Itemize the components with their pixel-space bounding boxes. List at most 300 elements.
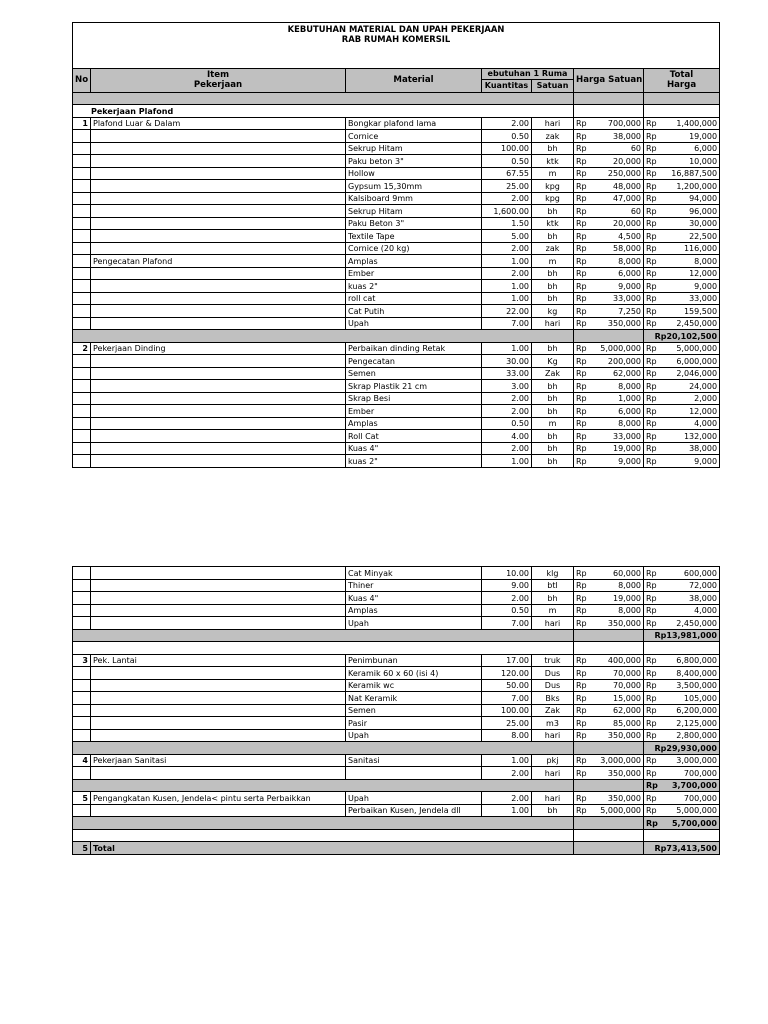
rab-table-bottom <box>72 566 720 855</box>
section-heading-row <box>73 105 720 118</box>
cell-no <box>73 217 91 230</box>
table-row <box>73 392 720 405</box>
cell-unit: Dus <box>532 679 574 692</box>
cell-qty: 1.00 <box>482 455 532 468</box>
table-row <box>73 654 720 667</box>
col-satuan-header: Satuan <box>532 80 574 93</box>
cell-item <box>91 292 346 305</box>
cell-price: Rp 38,000 <box>574 130 644 143</box>
cell-item <box>91 192 346 205</box>
table-row <box>73 417 720 430</box>
cell-item <box>91 679 346 692</box>
cell-unit: m <box>532 604 574 617</box>
cell-material: Textile Tape <box>346 230 482 243</box>
cell-qty: 2.00 <box>482 442 532 455</box>
table-row <box>73 255 720 268</box>
cell-item <box>91 667 346 680</box>
doc-subtitle: RAB RUMAH KOMERSIL <box>341 34 451 44</box>
cell-no <box>73 317 91 330</box>
cell-unit: m <box>532 255 574 268</box>
cell-material: Sanitasi <box>346 754 482 767</box>
cell-no <box>73 567 91 580</box>
table-row <box>73 692 720 705</box>
table-row <box>73 430 720 443</box>
cell-no: 3 <box>73 654 91 667</box>
cell-unit: bh <box>532 455 574 468</box>
cell-material: Paku Beton 3" <box>346 217 482 230</box>
cell-unit: bh <box>532 230 574 243</box>
table-row <box>73 242 720 255</box>
cell-price: Rp 33,000 <box>574 292 644 305</box>
cell-total: Rp 19,000 <box>644 130 720 143</box>
cell-item <box>91 767 346 780</box>
cell-item <box>91 729 346 742</box>
cell-total: Rp 3,500,000 <box>644 679 720 692</box>
cell-material: Kuas 4" <box>346 592 482 605</box>
table-row <box>73 617 720 630</box>
cell-material: Skrap Plastik 21 cm <box>346 380 482 393</box>
cell-no <box>73 417 91 430</box>
cell-price: Rp 3,000,000 <box>574 754 644 767</box>
cell-no <box>73 430 91 443</box>
cell-material: Amplas <box>346 604 482 617</box>
cell-price: Rp 48,000 <box>574 180 644 193</box>
cell-qty: 0.50 <box>482 417 532 430</box>
cell-no: 1 <box>73 117 91 130</box>
cell-qty: 1.00 <box>482 804 532 817</box>
cell-price: Rp 7,250 <box>574 305 644 318</box>
cell-total: Rp 4,000 <box>644 604 720 617</box>
cell-item <box>91 455 346 468</box>
cell-material: Paku beton 3" <box>346 155 482 168</box>
cell-qty: 1.00 <box>482 280 532 293</box>
cell-price: Rp 60 <box>574 205 644 218</box>
cell-item <box>91 167 346 180</box>
cell-total: Rp 12,000 <box>644 267 720 280</box>
cell-item <box>91 392 346 405</box>
table-row <box>73 704 720 717</box>
cell-total: Rp 116,000 <box>644 242 720 255</box>
cell-unit: hari <box>532 317 574 330</box>
section3-body <box>73 654 720 742</box>
table-row <box>73 142 720 155</box>
section4-subtotal: Rp 3,700,000 <box>644 779 720 792</box>
cell-item <box>91 230 346 243</box>
cell-total: Rp 3,000,000 <box>644 754 720 767</box>
cell-no <box>73 305 91 318</box>
cell-no <box>73 192 91 205</box>
cell-qty: 0.50 <box>482 604 532 617</box>
cell-price: Rp 5,000,000 <box>574 804 644 817</box>
cell-total: Rp 5,000,000 <box>644 804 720 817</box>
table-row <box>73 792 720 805</box>
table-row <box>73 604 720 617</box>
cell-price: Rp 60,000 <box>574 567 644 580</box>
cell-price: Rp 19,000 <box>574 442 644 455</box>
cell-material: Kuas 4" <box>346 442 482 455</box>
cell-qty: 2.00 <box>482 592 532 605</box>
cell-qty: 5.00 <box>482 230 532 243</box>
cell-price: Rp 33,000 <box>574 430 644 443</box>
cell-total: Rp 6,000 <box>644 142 720 155</box>
cell-unit: bh <box>532 267 574 280</box>
cell-material: Ember <box>346 267 482 280</box>
cell-item <box>91 579 346 592</box>
cell-item <box>91 704 346 717</box>
cell-qty: 10.00 <box>482 567 532 580</box>
table-row <box>73 317 720 330</box>
cell-item <box>91 592 346 605</box>
cell-item: Pengangkatan Kusen, Jendela< pintu serta Perbaikkan <box>91 792 346 805</box>
cell-price: Rp 8,000 <box>574 380 644 393</box>
cell-unit: Bks <box>532 692 574 705</box>
cell-qty: 100.00 <box>482 704 532 717</box>
cell-no <box>73 579 91 592</box>
cell-item <box>91 130 346 143</box>
cell-price: Rp 70,000 <box>574 679 644 692</box>
cell-price: Rp 62,000 <box>574 367 644 380</box>
cell-unit: bh <box>532 405 574 418</box>
cell-unit: bh <box>532 442 574 455</box>
cell-total: Rp 9,000 <box>644 280 720 293</box>
section5-subtotal-row <box>73 817 720 830</box>
cell-total: Rp 600,000 <box>644 567 720 580</box>
cell-total: Rp 700,000 <box>644 767 720 780</box>
cell-qty: 1.00 <box>482 292 532 305</box>
section3-subtotal: Rp29,930,000 <box>644 742 720 755</box>
cell-price: Rp 9,000 <box>574 280 644 293</box>
cell-price: Rp 250,000 <box>574 167 644 180</box>
cell-item <box>91 155 346 168</box>
cell-total: Rp 33,000 <box>644 292 720 305</box>
cell-qty: 50.00 <box>482 679 532 692</box>
table-row <box>73 180 720 193</box>
cell-material: Kalsiboard 9mm <box>346 192 482 205</box>
cell-qty: 1.50 <box>482 217 532 230</box>
cell-qty: 4.00 <box>482 430 532 443</box>
table-row <box>73 217 720 230</box>
cell-item <box>91 205 346 218</box>
cell-no <box>73 717 91 730</box>
cell-total: Rp 8,000 <box>644 255 720 268</box>
col-kebutuhan-header: ebutuhan 1 Ruma <box>482 69 574 80</box>
cell-total: Rp 30,000 <box>644 217 720 230</box>
table-row <box>73 230 720 243</box>
table-row <box>73 729 720 742</box>
cell-item: Pekerjaan Dinding <box>91 342 346 355</box>
cell-total: Rp 2,000 <box>644 392 720 405</box>
cell-price: Rp 4,500 <box>574 230 644 243</box>
cell-item <box>91 380 346 393</box>
cell-unit: bh <box>532 380 574 393</box>
cell-unit: zak <box>532 130 574 143</box>
cell-no <box>73 405 91 418</box>
table-row <box>73 667 720 680</box>
cell-material: Upah <box>346 617 482 630</box>
cell-qty: 30.00 <box>482 355 532 368</box>
section2-body <box>73 342 720 467</box>
cell-no <box>73 167 91 180</box>
cell-item <box>91 355 346 368</box>
cell-total: Rp 2,125,000 <box>644 717 720 730</box>
cell-unit: kg <box>532 305 574 318</box>
cell-total: Rp 132,000 <box>644 430 720 443</box>
cell-item <box>91 280 346 293</box>
cell-qty: 1.00 <box>482 255 532 268</box>
cell-material: Cat Minyak <box>346 567 482 580</box>
cell-material: Semen <box>346 367 482 380</box>
cell-unit: ktk <box>532 217 574 230</box>
col-total-header: Total Harga <box>644 69 720 93</box>
cell-no <box>73 155 91 168</box>
cell-item <box>91 692 346 705</box>
cell-material: Keramik wc <box>346 679 482 692</box>
cell-unit: Zak <box>532 367 574 380</box>
cell-no <box>73 205 91 218</box>
grand-total-no: 5 <box>73 842 91 855</box>
cell-qty: 7.00 <box>482 692 532 705</box>
cell-qty: 67.55 <box>482 167 532 180</box>
cell-item <box>91 417 346 430</box>
cell-no <box>73 617 91 630</box>
cell-qty: 2.00 <box>482 192 532 205</box>
section2-continued-body <box>73 567 720 630</box>
table-row <box>73 804 720 817</box>
section1-subtotal-row <box>73 330 720 343</box>
table-row <box>73 355 720 368</box>
title-row <box>73 23 720 69</box>
cell-total: Rp 38,000 <box>644 442 720 455</box>
cell-unit: zak <box>532 242 574 255</box>
cell-material: Upah <box>346 729 482 742</box>
cell-total: Rp 16,887,500 <box>644 167 720 180</box>
cell-material: Cornice <box>346 130 482 143</box>
table-row <box>73 267 720 280</box>
section1-body <box>73 117 720 330</box>
section4-body <box>73 754 720 779</box>
cell-qty: 25.00 <box>482 717 532 730</box>
table-row <box>73 305 720 318</box>
cell-total: Rp 72,000 <box>644 579 720 592</box>
cell-price: Rp 47,000 <box>574 192 644 205</box>
table-row <box>73 592 720 605</box>
cell-unit: bh <box>532 292 574 305</box>
cell-no <box>73 380 91 393</box>
table-row <box>73 117 720 130</box>
cell-qty: 9.00 <box>482 579 532 592</box>
cell-unit: bh <box>532 142 574 155</box>
col-kuantitas-header: Kuantitas <box>482 80 532 93</box>
cell-total: Rp 2,450,000 <box>644 317 720 330</box>
cell-no <box>73 729 91 742</box>
blank-row <box>73 642 720 655</box>
cell-price: Rp 350,000 <box>574 767 644 780</box>
cell-no <box>73 442 91 455</box>
cell-qty: 120.00 <box>482 667 532 680</box>
table-row <box>73 280 720 293</box>
cell-unit: hari <box>532 729 574 742</box>
cell-material: Sekrup Hitam <box>346 142 482 155</box>
table-row <box>73 455 720 468</box>
cell-material: Hollow <box>346 167 482 180</box>
section1-heading: Pekerjaan Plafond <box>73 105 482 118</box>
cell-no <box>73 267 91 280</box>
cell-material: Perbaikan dinding Retak <box>346 342 482 355</box>
cell-item <box>91 217 346 230</box>
cell-no <box>73 455 91 468</box>
table-row <box>73 767 720 780</box>
cell-price: Rp 8,000 <box>574 255 644 268</box>
cell-unit: Kg <box>532 355 574 368</box>
cell-no <box>73 130 91 143</box>
cell-material: Roll Cat <box>346 430 482 443</box>
cell-material: Ember <box>346 405 482 418</box>
cell-price: Rp 350,000 <box>574 617 644 630</box>
cell-qty: 2.00 <box>482 267 532 280</box>
table-row <box>73 205 720 218</box>
table-row <box>73 717 720 730</box>
cell-no <box>73 679 91 692</box>
cell-no <box>73 692 91 705</box>
table-row <box>73 167 720 180</box>
cell-unit: kpg <box>532 180 574 193</box>
cell-unit: bh <box>532 280 574 293</box>
cell-material: Thiner <box>346 579 482 592</box>
cell-price: Rp 700,000 <box>574 117 644 130</box>
cell-material: Amplas <box>346 255 482 268</box>
cell-unit: bh <box>532 205 574 218</box>
cell-unit: bh <box>532 392 574 405</box>
cell-unit: hari <box>532 617 574 630</box>
table-row <box>73 380 720 393</box>
cell-item: Pek. Lantai <box>91 654 346 667</box>
cell-qty: 22.00 <box>482 305 532 318</box>
cell-material: Amplas <box>346 417 482 430</box>
table-row <box>73 342 720 355</box>
cell-qty: 2.00 <box>482 792 532 805</box>
cell-qty: 33.00 <box>482 367 532 380</box>
table-row <box>73 192 720 205</box>
sheet-page-2 <box>72 566 719 855</box>
rab-table-top <box>72 22 720 468</box>
cell-price: Rp 20,000 <box>574 155 644 168</box>
cell-unit: bh <box>532 342 574 355</box>
cell-total: Rp 4,000 <box>644 417 720 430</box>
col-harga-satuan-header: Harga Satuan <box>574 69 644 93</box>
cell-unit: m <box>532 417 574 430</box>
cell-total: Rp 1,200,000 <box>644 180 720 193</box>
cell-price: Rp 58,000 <box>574 242 644 255</box>
cell-item: Pekerjaan Sanitasi <box>91 754 346 767</box>
cell-price: Rp 8,000 <box>574 579 644 592</box>
cell-unit: bh <box>532 430 574 443</box>
cell-price: Rp 200,000 <box>574 355 644 368</box>
cell-price: Rp 15,000 <box>574 692 644 705</box>
col-no-header: No <box>73 69 91 93</box>
cell-item <box>91 430 346 443</box>
cell-qty: 100.00 <box>482 142 532 155</box>
cell-item <box>91 604 346 617</box>
section5-subtotal: Rp 5,700,000 <box>644 817 720 830</box>
cell-qty: 8.00 <box>482 729 532 742</box>
cell-no: 5 <box>73 792 91 805</box>
cell-price: Rp 60 <box>574 142 644 155</box>
cell-qty: 2.00 <box>482 767 532 780</box>
cell-price: Rp 400,000 <box>574 654 644 667</box>
cell-total: Rp 6,000,000 <box>644 355 720 368</box>
cell-no <box>73 604 91 617</box>
cell-qty: 7.00 <box>482 317 532 330</box>
cell-no <box>73 767 91 780</box>
cell-no <box>73 804 91 817</box>
cell-item <box>91 367 346 380</box>
cell-total: Rp 5,000,000 <box>644 342 720 355</box>
cell-item <box>91 142 346 155</box>
cell-no <box>73 592 91 605</box>
cell-total: Rp 24,000 <box>644 380 720 393</box>
cell-qty: 17.00 <box>482 654 532 667</box>
cell-qty: 3.00 <box>482 380 532 393</box>
cell-no: 2 <box>73 342 91 355</box>
cell-price: Rp 9,000 <box>574 455 644 468</box>
grand-total-label: Total <box>91 842 574 855</box>
cell-price: Rp 6,000 <box>574 405 644 418</box>
cell-no <box>73 180 91 193</box>
cell-qty: 25.00 <box>482 180 532 193</box>
cell-total: Rp 12,000 <box>644 405 720 418</box>
cell-unit: bh <box>532 804 574 817</box>
cell-unit: klg <box>532 567 574 580</box>
cell-material: Pengecatan <box>346 355 482 368</box>
cell-unit: truk <box>532 654 574 667</box>
cell-material: kuas 2" <box>346 455 482 468</box>
cell-material: Penimbunan <box>346 654 482 667</box>
cell-material: Nat Keramik <box>346 692 482 705</box>
table-row <box>73 579 720 592</box>
cell-total: Rp 2,800,000 <box>644 729 720 742</box>
cell-unit: pkj <box>532 754 574 767</box>
cell-total: Rp 9,000 <box>644 455 720 468</box>
cell-total: Rp 38,000 <box>644 592 720 605</box>
cell-item <box>91 242 346 255</box>
cell-total: Rp 6,200,000 <box>644 704 720 717</box>
cell-price: Rp 62,000 <box>574 704 644 717</box>
cell-price: Rp 350,000 <box>574 729 644 742</box>
cell-material: Gypsum 15,30mm <box>346 180 482 193</box>
cell-price: Rp 5,000,000 <box>574 342 644 355</box>
cell-total: Rp 159,500 <box>644 305 720 318</box>
table-row <box>73 405 720 418</box>
cell-item <box>91 617 346 630</box>
cell-item <box>91 305 346 318</box>
cell-total: Rp 2,046,000 <box>644 367 720 380</box>
cell-unit: btl <box>532 579 574 592</box>
table-row <box>73 292 720 305</box>
col-material-header: Material <box>346 69 482 93</box>
cell-unit: kpg <box>532 192 574 205</box>
sheet-page-1 <box>72 22 719 468</box>
section1-subtotal: Rp20,102,500 <box>644 330 720 343</box>
cell-material: Semen <box>346 704 482 717</box>
cell-material: Cornice (20 kg) <box>346 242 482 255</box>
cell-qty: 1,600.00 <box>482 205 532 218</box>
cell-item <box>91 317 346 330</box>
cell-no: 4 <box>73 754 91 767</box>
cell-total: Rp 94,000 <box>644 192 720 205</box>
cell-qty: 2.00 <box>482 242 532 255</box>
cell-item: Plafond Luar & Dalam <box>91 117 346 130</box>
cell-no <box>73 255 91 268</box>
